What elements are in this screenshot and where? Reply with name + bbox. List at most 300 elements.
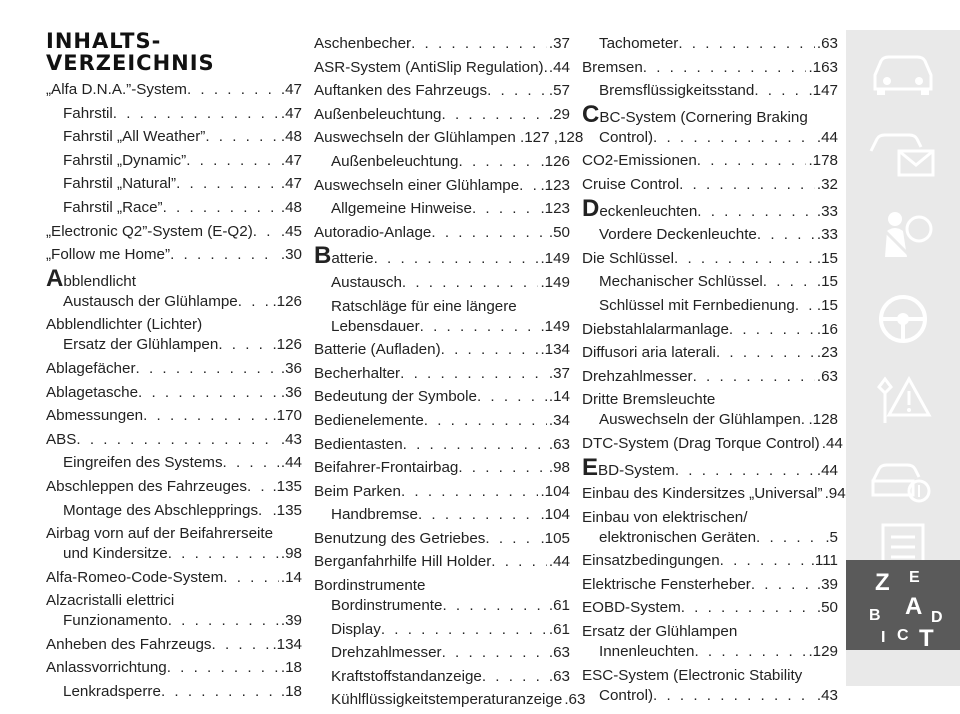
index-letter: D bbox=[931, 609, 943, 626]
entry-text: Alfa-Romeo-Code-System bbox=[46, 568, 224, 586]
dot-leader bbox=[223, 453, 279, 472]
index-entry bbox=[582, 100, 838, 128]
index-entry bbox=[582, 225, 838, 244]
dot-leader bbox=[212, 635, 271, 654]
index-letter: B bbox=[869, 607, 881, 624]
dot-leader bbox=[187, 80, 279, 99]
index-entry bbox=[314, 576, 570, 595]
page-number: .44 bbox=[816, 128, 838, 146]
index-entry bbox=[582, 175, 838, 194]
dot-leader bbox=[400, 364, 547, 383]
entry-text: Mechanischer Schlüssel bbox=[599, 273, 763, 291]
chapter-sidebar bbox=[846, 30, 960, 686]
index-entry bbox=[314, 552, 570, 571]
page-number: .104 bbox=[540, 506, 570, 524]
entry-text bbox=[582, 453, 675, 481]
page-number: .61 bbox=[548, 597, 570, 615]
entry-text: Kraftstoffstandanzeige bbox=[331, 667, 482, 685]
index-entry bbox=[582, 343, 838, 362]
section-letter: A bbox=[46, 264, 64, 292]
page-number: .149 bbox=[540, 250, 570, 268]
entry-text: ESC-System (Electronic Stability bbox=[582, 666, 803, 684]
index-entry bbox=[314, 690, 586, 709]
dot-leader bbox=[678, 34, 815, 53]
page-number: .32 bbox=[816, 175, 838, 193]
entry-text: Anlassvorrichtung bbox=[46, 659, 167, 677]
index-entry bbox=[582, 575, 838, 594]
entry-text: Allgemeine Hinweise bbox=[331, 200, 472, 218]
index-entry bbox=[582, 390, 838, 409]
index-entry bbox=[314, 34, 570, 53]
entry-text: Batterie (Aufladen) bbox=[314, 341, 441, 359]
index-letter: I bbox=[881, 629, 886, 646]
entry-text: BD-System bbox=[598, 461, 675, 479]
page-number: .126 bbox=[272, 292, 302, 310]
index-entry bbox=[46, 174, 302, 193]
index-entry bbox=[582, 666, 838, 685]
dot-leader bbox=[223, 568, 279, 587]
page-number: .134 bbox=[272, 635, 302, 653]
dot-leader bbox=[136, 359, 279, 378]
index-entry bbox=[46, 524, 302, 543]
dot-leader bbox=[163, 198, 279, 217]
page-number: .163 bbox=[808, 58, 838, 76]
index-entry bbox=[314, 529, 570, 548]
entry-text: Bordinstrumente bbox=[331, 597, 443, 615]
page-number: .126 bbox=[540, 152, 570, 170]
entry-text: Bordinstrumente bbox=[314, 577, 426, 595]
dot-leader bbox=[167, 658, 279, 677]
dot-leader bbox=[170, 245, 279, 264]
dot-leader bbox=[411, 34, 547, 53]
dot-leader bbox=[653, 686, 815, 705]
page-number: .63 bbox=[548, 435, 570, 453]
page-number: .128 bbox=[808, 411, 838, 429]
index-entry bbox=[582, 128, 838, 147]
page-number: .34 bbox=[548, 411, 570, 429]
dot-leader bbox=[161, 682, 279, 701]
entry-text: Control) bbox=[599, 686, 654, 704]
entry-text: Einbau von elektrischen/ bbox=[582, 508, 748, 526]
page-number: .36 bbox=[280, 359, 302, 377]
dot-leader bbox=[693, 367, 815, 386]
page-number: .44 bbox=[548, 553, 570, 571]
entry-text bbox=[46, 264, 136, 292]
index-entry bbox=[582, 508, 838, 527]
page-number: .48 bbox=[280, 198, 302, 216]
index-entry bbox=[582, 551, 838, 570]
page-number: .15 bbox=[816, 296, 838, 314]
entry-text: Auswechseln der Glühlampen .127 ,128 bbox=[314, 129, 584, 147]
page-number: .149 bbox=[540, 317, 570, 335]
index-entry bbox=[46, 501, 302, 520]
entry-text: ABS bbox=[46, 430, 77, 448]
index-entry bbox=[46, 80, 302, 99]
dot-leader bbox=[442, 643, 547, 662]
index-entry bbox=[582, 453, 838, 481]
index-column-2 bbox=[314, 34, 586, 714]
dot-leader bbox=[754, 81, 806, 100]
index-entry bbox=[314, 482, 570, 501]
index-entry bbox=[314, 596, 570, 615]
index-entry bbox=[582, 58, 838, 77]
title-line2: VERZEICHNIS bbox=[46, 51, 215, 75]
entry-text: DTC-System (Drag Torque Control) bbox=[582, 434, 820, 452]
dot-leader bbox=[697, 151, 807, 170]
dot-leader bbox=[519, 176, 538, 195]
index-entry bbox=[582, 194, 838, 222]
index-entry bbox=[314, 340, 570, 359]
entry-text: Die Schlüssel bbox=[582, 249, 675, 267]
page-number: .47 bbox=[280, 104, 302, 122]
index-entry bbox=[46, 104, 302, 123]
entry-text: Funzionamento bbox=[63, 612, 168, 630]
entry-text: Bremsen bbox=[582, 58, 643, 76]
index-entry bbox=[582, 320, 838, 339]
entry-text: Lebensdauer bbox=[331, 317, 420, 335]
section-letter: E bbox=[582, 453, 599, 481]
index-entry bbox=[582, 528, 838, 547]
page-number: .36 bbox=[280, 383, 302, 401]
seatbelt-airbag-icon[interactable] bbox=[846, 194, 960, 276]
page-number: .57 bbox=[548, 82, 570, 100]
page-number: .105 bbox=[540, 529, 570, 547]
page-number: .170 bbox=[272, 407, 302, 425]
page-number: .147 bbox=[808, 82, 838, 100]
entry-text: Fahrstil „Dynamic” bbox=[63, 151, 187, 169]
dot-leader bbox=[485, 529, 538, 548]
car-mail-icon[interactable] bbox=[846, 112, 960, 194]
index-entry bbox=[582, 272, 838, 291]
dot-leader bbox=[420, 317, 539, 336]
dot-leader bbox=[403, 435, 547, 454]
page-number: .47 bbox=[280, 151, 302, 169]
page-number: .135 bbox=[272, 477, 302, 495]
page-number: .39 bbox=[280, 612, 302, 630]
dot-leader bbox=[679, 175, 815, 194]
index-entry bbox=[46, 611, 302, 630]
page-number: .16 bbox=[816, 320, 838, 338]
index-entry bbox=[314, 620, 570, 639]
dot-leader bbox=[176, 174, 279, 193]
dot-leader bbox=[716, 343, 815, 362]
page-number: .30 bbox=[280, 246, 302, 264]
page-number: .129 bbox=[808, 643, 838, 661]
entry-text: Abblendlichter (Lichter) bbox=[46, 316, 203, 334]
dot-leader bbox=[442, 596, 546, 615]
page-number: .98 bbox=[548, 459, 570, 477]
page-number: .18 bbox=[280, 659, 302, 677]
entry-text: Display bbox=[331, 620, 381, 638]
entry-text: Airbag vorn auf der Beifahrerseite bbox=[46, 525, 274, 543]
dot-leader bbox=[643, 58, 807, 77]
page-title bbox=[46, 30, 302, 706]
index-entry bbox=[46, 383, 302, 402]
entry-text: „Electronic Q2”-System (E-Q2) bbox=[46, 222, 253, 240]
entry-text: Außenbeleuchtung bbox=[314, 105, 442, 123]
index-entry bbox=[582, 598, 838, 617]
page-number: .126 bbox=[272, 336, 302, 354]
page-number: .45 bbox=[280, 222, 302, 240]
index-entry bbox=[314, 176, 570, 195]
page-number: .50 bbox=[548, 223, 570, 241]
index-entry bbox=[46, 591, 302, 610]
index-entry bbox=[314, 643, 570, 662]
page-number: .14 bbox=[280, 568, 302, 586]
entry-text: Schlüssel mit Fernbedienung bbox=[599, 296, 795, 314]
page-number: .33 bbox=[816, 202, 838, 220]
warning-wrench-icon[interactable] bbox=[846, 358, 960, 440]
page-number: .37 bbox=[548, 364, 570, 382]
entry-text: Berganfahrhilfe Hill Holder bbox=[314, 553, 492, 571]
entry-text: und Kindersitze bbox=[63, 545, 168, 563]
entry-text: Bedientasten bbox=[314, 435, 403, 453]
dot-leader bbox=[441, 340, 539, 359]
entry-text: Ersatz der Glühlampen bbox=[63, 336, 219, 354]
entry-text: Benutzung des Getriebes bbox=[314, 529, 486, 547]
dot-leader bbox=[458, 458, 547, 477]
dot-leader bbox=[401, 482, 538, 501]
entry-text: Lenkradsperre bbox=[63, 683, 161, 701]
entry-text: Autoradio-Anlage bbox=[314, 223, 432, 241]
page-number: .33 bbox=[816, 226, 838, 244]
index-entry bbox=[46, 292, 302, 311]
dot-leader bbox=[653, 128, 815, 147]
dot-leader bbox=[720, 551, 809, 570]
entry-text: „Alfa D.N.A.”-System bbox=[46, 81, 187, 98]
entry-text: bblendlicht bbox=[63, 272, 136, 290]
entry-text: Bremsflüssigkeitsstand bbox=[599, 82, 755, 100]
index-letter: C bbox=[897, 627, 909, 644]
entry-text: Beim Parken bbox=[314, 482, 401, 500]
dot-leader bbox=[418, 505, 538, 524]
entry-text: Austausch der Glühlampe bbox=[63, 292, 238, 310]
index-entry bbox=[314, 105, 570, 124]
dot-leader bbox=[186, 151, 279, 170]
dot-leader bbox=[487, 81, 547, 100]
index-entry bbox=[46, 635, 302, 654]
dot-leader bbox=[763, 272, 815, 291]
dot-leader bbox=[374, 249, 539, 268]
entry-text: Ratschläge für eine längere bbox=[331, 297, 517, 315]
index-entry bbox=[314, 242, 570, 270]
entry-text: Dritte Bremsleuchte bbox=[582, 391, 716, 409]
entry-text: Innenleuchten bbox=[599, 643, 695, 661]
index-entry bbox=[46, 151, 302, 170]
index-entry bbox=[314, 667, 570, 686]
page-number: .94 bbox=[824, 485, 846, 503]
index-entry bbox=[314, 199, 570, 218]
index-entry bbox=[314, 364, 570, 383]
index-entry bbox=[314, 458, 570, 477]
page-number: .18 bbox=[280, 683, 302, 701]
dot-leader bbox=[442, 105, 547, 124]
page-number: .63 bbox=[816, 367, 838, 385]
index-entry bbox=[582, 367, 838, 386]
entry-text: Austausch bbox=[331, 273, 402, 291]
page-number: .104 bbox=[540, 482, 570, 500]
page-number: .123 bbox=[540, 200, 570, 218]
entry-text: elektronischen Geräten bbox=[599, 528, 757, 546]
entry-text: eckenleuchten bbox=[599, 202, 698, 220]
page-number: .23 bbox=[816, 344, 838, 362]
entry-text: Montage des Abschlepprings bbox=[63, 501, 259, 519]
dot-leader bbox=[675, 461, 815, 480]
entry-text: Auftanken des Fahrzeugs bbox=[314, 82, 488, 100]
index-entry bbox=[46, 682, 302, 701]
dot-leader bbox=[143, 406, 270, 425]
index-letter: Z bbox=[875, 569, 890, 596]
dot-leader bbox=[482, 667, 547, 686]
entry-text: Diffusori aria laterali bbox=[582, 344, 716, 362]
entry-text: BC-System (Cornering Braking bbox=[599, 108, 808, 126]
index-entry bbox=[46, 568, 302, 587]
entry-text: Tachometer bbox=[599, 35, 679, 52]
dot-leader bbox=[76, 430, 278, 449]
entry-text: Eingreifen des Systems bbox=[63, 454, 223, 472]
index-entry bbox=[46, 359, 302, 378]
dot-leader bbox=[424, 411, 547, 430]
index-entry bbox=[582, 622, 838, 641]
index-entry bbox=[46, 315, 302, 334]
index-entry bbox=[46, 406, 302, 425]
index-entry bbox=[314, 273, 570, 292]
page-number: .50 bbox=[816, 599, 838, 617]
index-entry bbox=[46, 264, 302, 292]
dot-leader bbox=[402, 273, 539, 292]
index-entry bbox=[582, 434, 843, 453]
index-entry bbox=[46, 335, 302, 354]
entry-text: Drehzahlmesser bbox=[582, 367, 693, 385]
dot-leader bbox=[756, 528, 823, 547]
page-number: .44 bbox=[821, 434, 843, 452]
entry-text: Abmessungen bbox=[46, 407, 144, 425]
page-number: .43 bbox=[816, 686, 838, 704]
page-number: .48 bbox=[280, 128, 302, 146]
entry-text: Einbau des Kindersitzes „Universal” bbox=[582, 485, 823, 503]
page-number: .111 bbox=[810, 552, 838, 570]
page-number: .63 bbox=[564, 691, 586, 709]
dot-leader bbox=[459, 152, 539, 171]
entry-text: Anheben des Fahrzeugs bbox=[46, 635, 212, 653]
dot-leader bbox=[729, 320, 815, 339]
index-entry bbox=[314, 411, 570, 430]
dot-leader bbox=[247, 477, 270, 496]
page-number: .37 bbox=[548, 35, 570, 52]
entry-text: Fahrstil „All Weather” bbox=[63, 128, 206, 146]
page-number: .44 bbox=[816, 461, 838, 479]
car-front-icon[interactable] bbox=[846, 30, 960, 112]
entry-text: Außenbeleuchtung bbox=[331, 152, 459, 170]
page-number: .61 bbox=[548, 620, 570, 638]
entry-text: Becherhalter bbox=[314, 364, 401, 382]
entry-text: Aschenbecher bbox=[314, 35, 412, 52]
dot-leader bbox=[258, 501, 270, 520]
index-entry bbox=[314, 152, 570, 171]
index-letter: T bbox=[919, 625, 934, 650]
dot-leader bbox=[168, 611, 279, 630]
page-number: .44 bbox=[280, 454, 302, 472]
dot-leader bbox=[168, 544, 279, 563]
entry-text: Bedeutung der Symbole bbox=[314, 388, 477, 406]
entry-text: CO2-Emissionen bbox=[582, 152, 697, 170]
page-number: .63 bbox=[548, 667, 570, 685]
entry-text bbox=[314, 242, 374, 270]
page-number: .134 bbox=[540, 341, 570, 359]
dot-leader bbox=[694, 642, 806, 661]
dot-leader bbox=[253, 222, 279, 241]
dot-leader bbox=[757, 225, 815, 244]
index-entry bbox=[582, 296, 838, 315]
page-number: .29 bbox=[548, 105, 570, 123]
page-number: .149 bbox=[540, 273, 570, 291]
index-entry bbox=[46, 245, 302, 264]
index-entry bbox=[314, 223, 570, 242]
dot-leader bbox=[138, 383, 279, 402]
section-letter: C bbox=[582, 100, 600, 128]
entry-text: Cruise Control bbox=[582, 175, 680, 193]
entry-text: Kühlflüssigkeitstemperaturanzeige bbox=[331, 691, 563, 709]
page-number: .15 bbox=[816, 249, 838, 267]
dot-leader bbox=[431, 223, 547, 242]
index-entry bbox=[46, 544, 302, 563]
entry-text: Control) bbox=[599, 128, 654, 146]
entry-text: Fahrstil bbox=[63, 104, 113, 122]
entry-text: Einsatzbedingungen bbox=[582, 552, 720, 570]
index-letters-icon[interactable] bbox=[846, 560, 960, 650]
entry-text: ASR-System (AntiSlip Regulation) bbox=[314, 58, 544, 76]
page-number: .135 bbox=[272, 501, 302, 519]
dot-leader bbox=[697, 202, 815, 221]
page-number: .63 bbox=[548, 644, 570, 662]
dot-leader bbox=[472, 199, 538, 218]
index-entry bbox=[314, 58, 570, 77]
page-number: .47 bbox=[280, 175, 302, 193]
index-entry bbox=[314, 81, 570, 100]
page-number: .47 bbox=[280, 81, 302, 98]
index-entry bbox=[46, 198, 302, 217]
index-column-3 bbox=[582, 34, 846, 709]
page-number: .123 bbox=[540, 176, 570, 194]
dot-leader bbox=[381, 620, 547, 639]
dot-leader bbox=[113, 104, 279, 123]
page-number: .15 bbox=[816, 273, 838, 291]
entry-text: Fahrstil „Race” bbox=[63, 198, 163, 216]
section-letter: B bbox=[314, 242, 332, 270]
dot-leader bbox=[205, 127, 279, 146]
page-number: .98 bbox=[280, 545, 302, 563]
index-entry bbox=[46, 430, 302, 449]
entry-text: „Follow me Home” bbox=[46, 246, 171, 264]
page-number: .44 bbox=[548, 58, 570, 76]
page-number: .39 bbox=[816, 575, 838, 593]
entry-text: EOBD-System bbox=[582, 599, 681, 617]
index-entry bbox=[314, 435, 570, 454]
page-number: .5 bbox=[825, 528, 838, 546]
entry-text: Bedienelemente bbox=[314, 411, 424, 429]
index-entry bbox=[582, 81, 838, 100]
steering-wheel-icon[interactable] bbox=[846, 276, 960, 358]
index-entry bbox=[46, 477, 302, 496]
index-entry bbox=[582, 249, 838, 268]
index-letter: A bbox=[905, 593, 923, 620]
index-entry bbox=[46, 127, 302, 146]
entry-text: Handbremse bbox=[331, 506, 418, 524]
entry-text: Ersatz der Glühlampen bbox=[582, 623, 738, 641]
dot-leader bbox=[491, 552, 547, 571]
dot-leader bbox=[751, 575, 815, 594]
dot-leader bbox=[674, 249, 815, 268]
